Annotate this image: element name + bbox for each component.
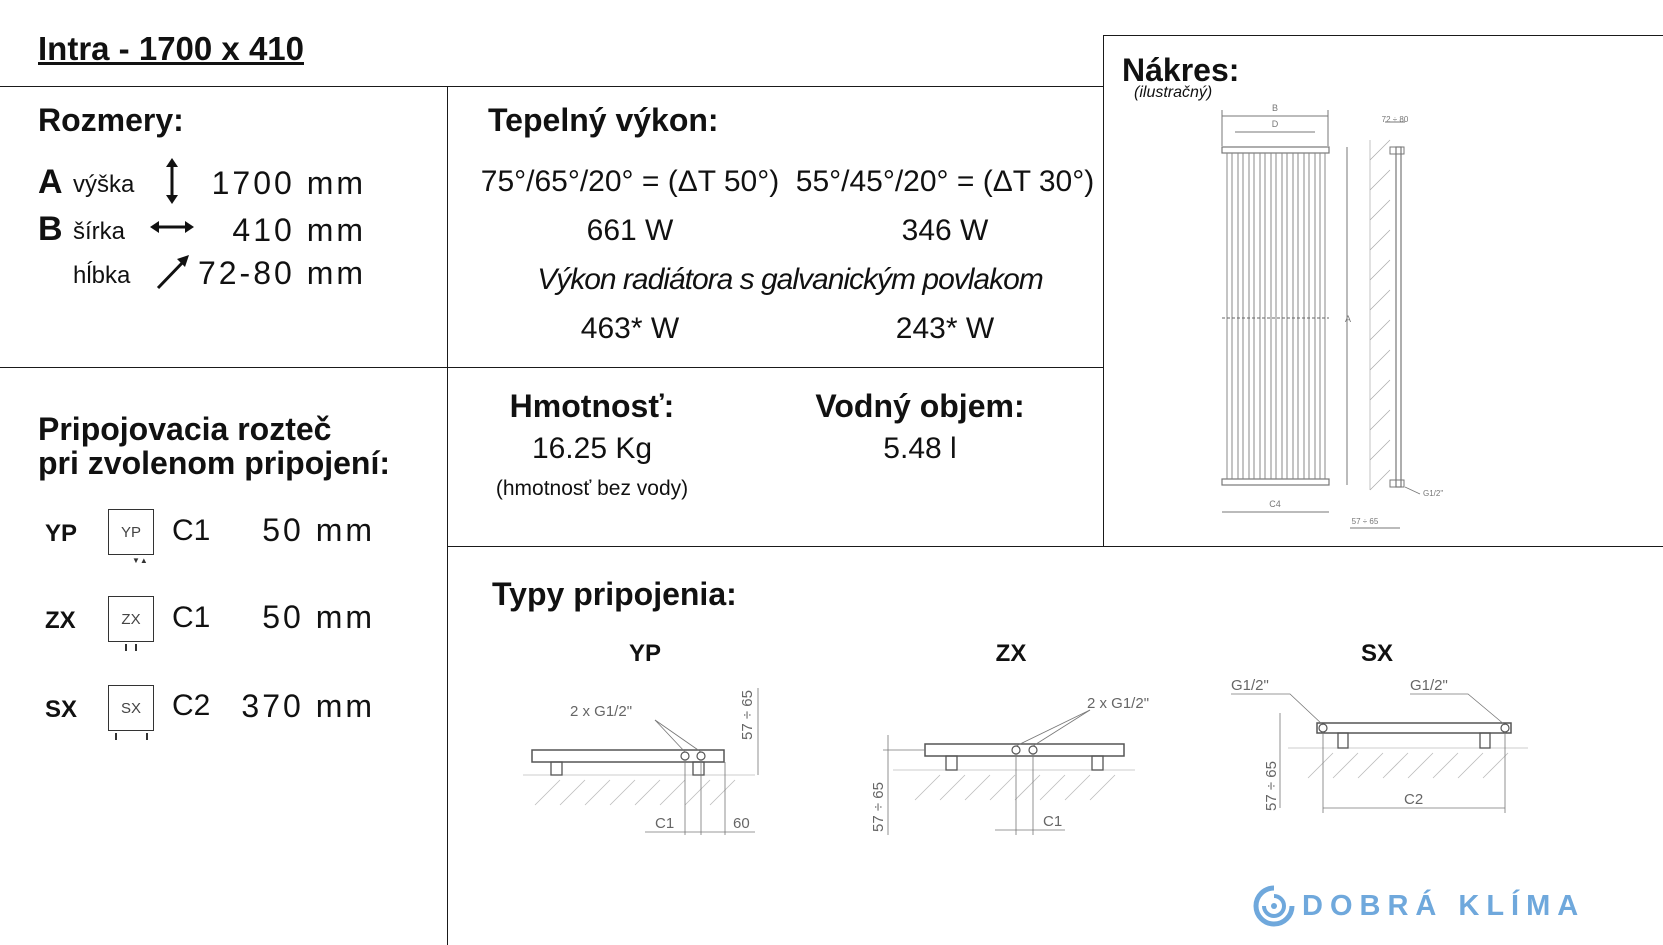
drawing-label-c4: C4 [1269,499,1281,509]
sx-c-label: C2 [1404,791,1424,808]
zx-tick-right [135,644,137,651]
heat-value-dt30: 346 W [901,214,989,247]
connection-code-zx: ZX [45,607,76,634]
drawing-label-b: B [1271,103,1279,113]
left-column-divider [447,86,448,945]
sx-thread-right-label: G1/2" [1410,677,1448,694]
sx-thread-left-label: G1/2" [1231,677,1269,694]
sx-height-label: 57 ÷ 65 [1263,761,1280,811]
dimension-value-width: 410 mm [232,212,366,248]
dimension-value-depth: 72-80 mm [197,255,366,291]
type-yp-code: YP [628,640,661,667]
page-title: Intra - 1700 x 410 [38,30,304,67]
heat-condition-dt30: 55°/45°/20° = (ΔT 30°) [795,165,1095,198]
drawing-label-wall: 57 ÷ 65 [1351,517,1379,526]
yp-offset-label: 60 [733,815,750,832]
heat-output-heading: Tepelný výkon: [488,102,719,138]
yp-connection-diagram [515,680,780,840]
galvanic-coating-note: Výkon radiátora s galvanickým povlakom [537,263,1043,296]
heat-galvanic-dt50: 463* W [580,312,680,345]
radiator-technical-drawing [1205,100,1465,532]
header-divider [0,86,1103,87]
type-sx-code: SX [1360,640,1393,667]
type-zx-code: ZX [995,640,1027,667]
types-top-divider [447,546,1663,547]
connection-code-yp: YP [45,520,78,547]
zx-height-label: 57 ÷ 65 [870,782,887,832]
connection-box-sx: SX [108,685,154,731]
connection-spacing-heading-line2: pri zvolenom pripojení: [38,445,391,481]
connection-box-yp: YP [108,509,154,555]
connection-spacing-heading-line1: Pripojovacia rozteč [38,411,332,447]
weight-heading: Hmotnosť: [509,388,675,424]
yp-thread-label: 2 x G1/2" [570,703,633,720]
drawing-heading: Nákres: [1122,52,1240,88]
zx-tick-left [125,644,127,651]
zx-thread-label: 2 x G1/2" [1087,695,1150,712]
zx-c-label: C1 [1043,813,1063,830]
connection-code-sx: SX [45,696,78,723]
water-volume-heading: Vodný objem: [815,388,1025,424]
sx-tick-right [146,733,148,740]
brand-name: DOBRÁ KLÍMA [1302,890,1586,922]
weight-value: 16.25 Kg [531,432,653,465]
connection-types-heading: Typy pripojenia: [492,576,737,612]
dimension-label-height: výška [73,171,135,198]
connection-value-sx: 370 mm [241,688,375,724]
connection-value-zx: 50 mm [262,599,375,635]
drawing-label-depth: 72 ÷ 80 [1381,115,1409,124]
dimension-letter-a: A [38,163,63,201]
weight-note: (hmotnosť bez vody) [495,477,689,500]
dimension-letter-b: B [38,210,63,248]
yp-c-label: C1 [655,815,675,832]
horizontal-double-arrow-icon [150,217,194,237]
yp-height-label: 57 ÷ 65 [739,690,756,740]
drawing-label-d: D [1271,119,1279,129]
diagonal-arrow-icon [154,254,190,292]
sx-connection-diagram [1228,668,1538,828]
vertical-double-arrow-icon [160,158,184,204]
water-volume-value: 5.48 l [883,432,957,465]
dimensions-heading: Rozmery: [38,102,184,138]
connection-c-sx: C2 [172,689,211,722]
drawing-top-divider [1103,35,1663,36]
connection-c-zx: C1 [172,601,211,634]
drawing-label-thread: G1/2" [1423,489,1444,498]
sx-tick-left [115,733,117,740]
dimension-label-width: šírka [73,218,126,245]
connection-box-zx: ZX [108,596,154,642]
heat-value-dt50: 661 W [586,214,674,247]
yp-arrow-marks: ▼▲ [132,556,148,565]
drawing-subheading: (ilustračný) [1134,84,1213,101]
connection-c-yp: C1 [172,514,211,547]
dimension-value-height: 1700 mm [211,165,366,201]
dimension-label-depth: hĺbka [73,262,131,289]
heat-condition-dt50: 75°/65°/20° = (ΔT 50°) [480,165,780,198]
zx-connection-diagram [865,680,1165,845]
heat-galvanic-dt30: 243* W [895,312,995,345]
drawing-label-a: A [1345,314,1352,324]
connection-value-yp: 50 mm [262,512,375,548]
middle-row-divider [0,367,1103,368]
swirl-logo-icon [1252,884,1296,928]
